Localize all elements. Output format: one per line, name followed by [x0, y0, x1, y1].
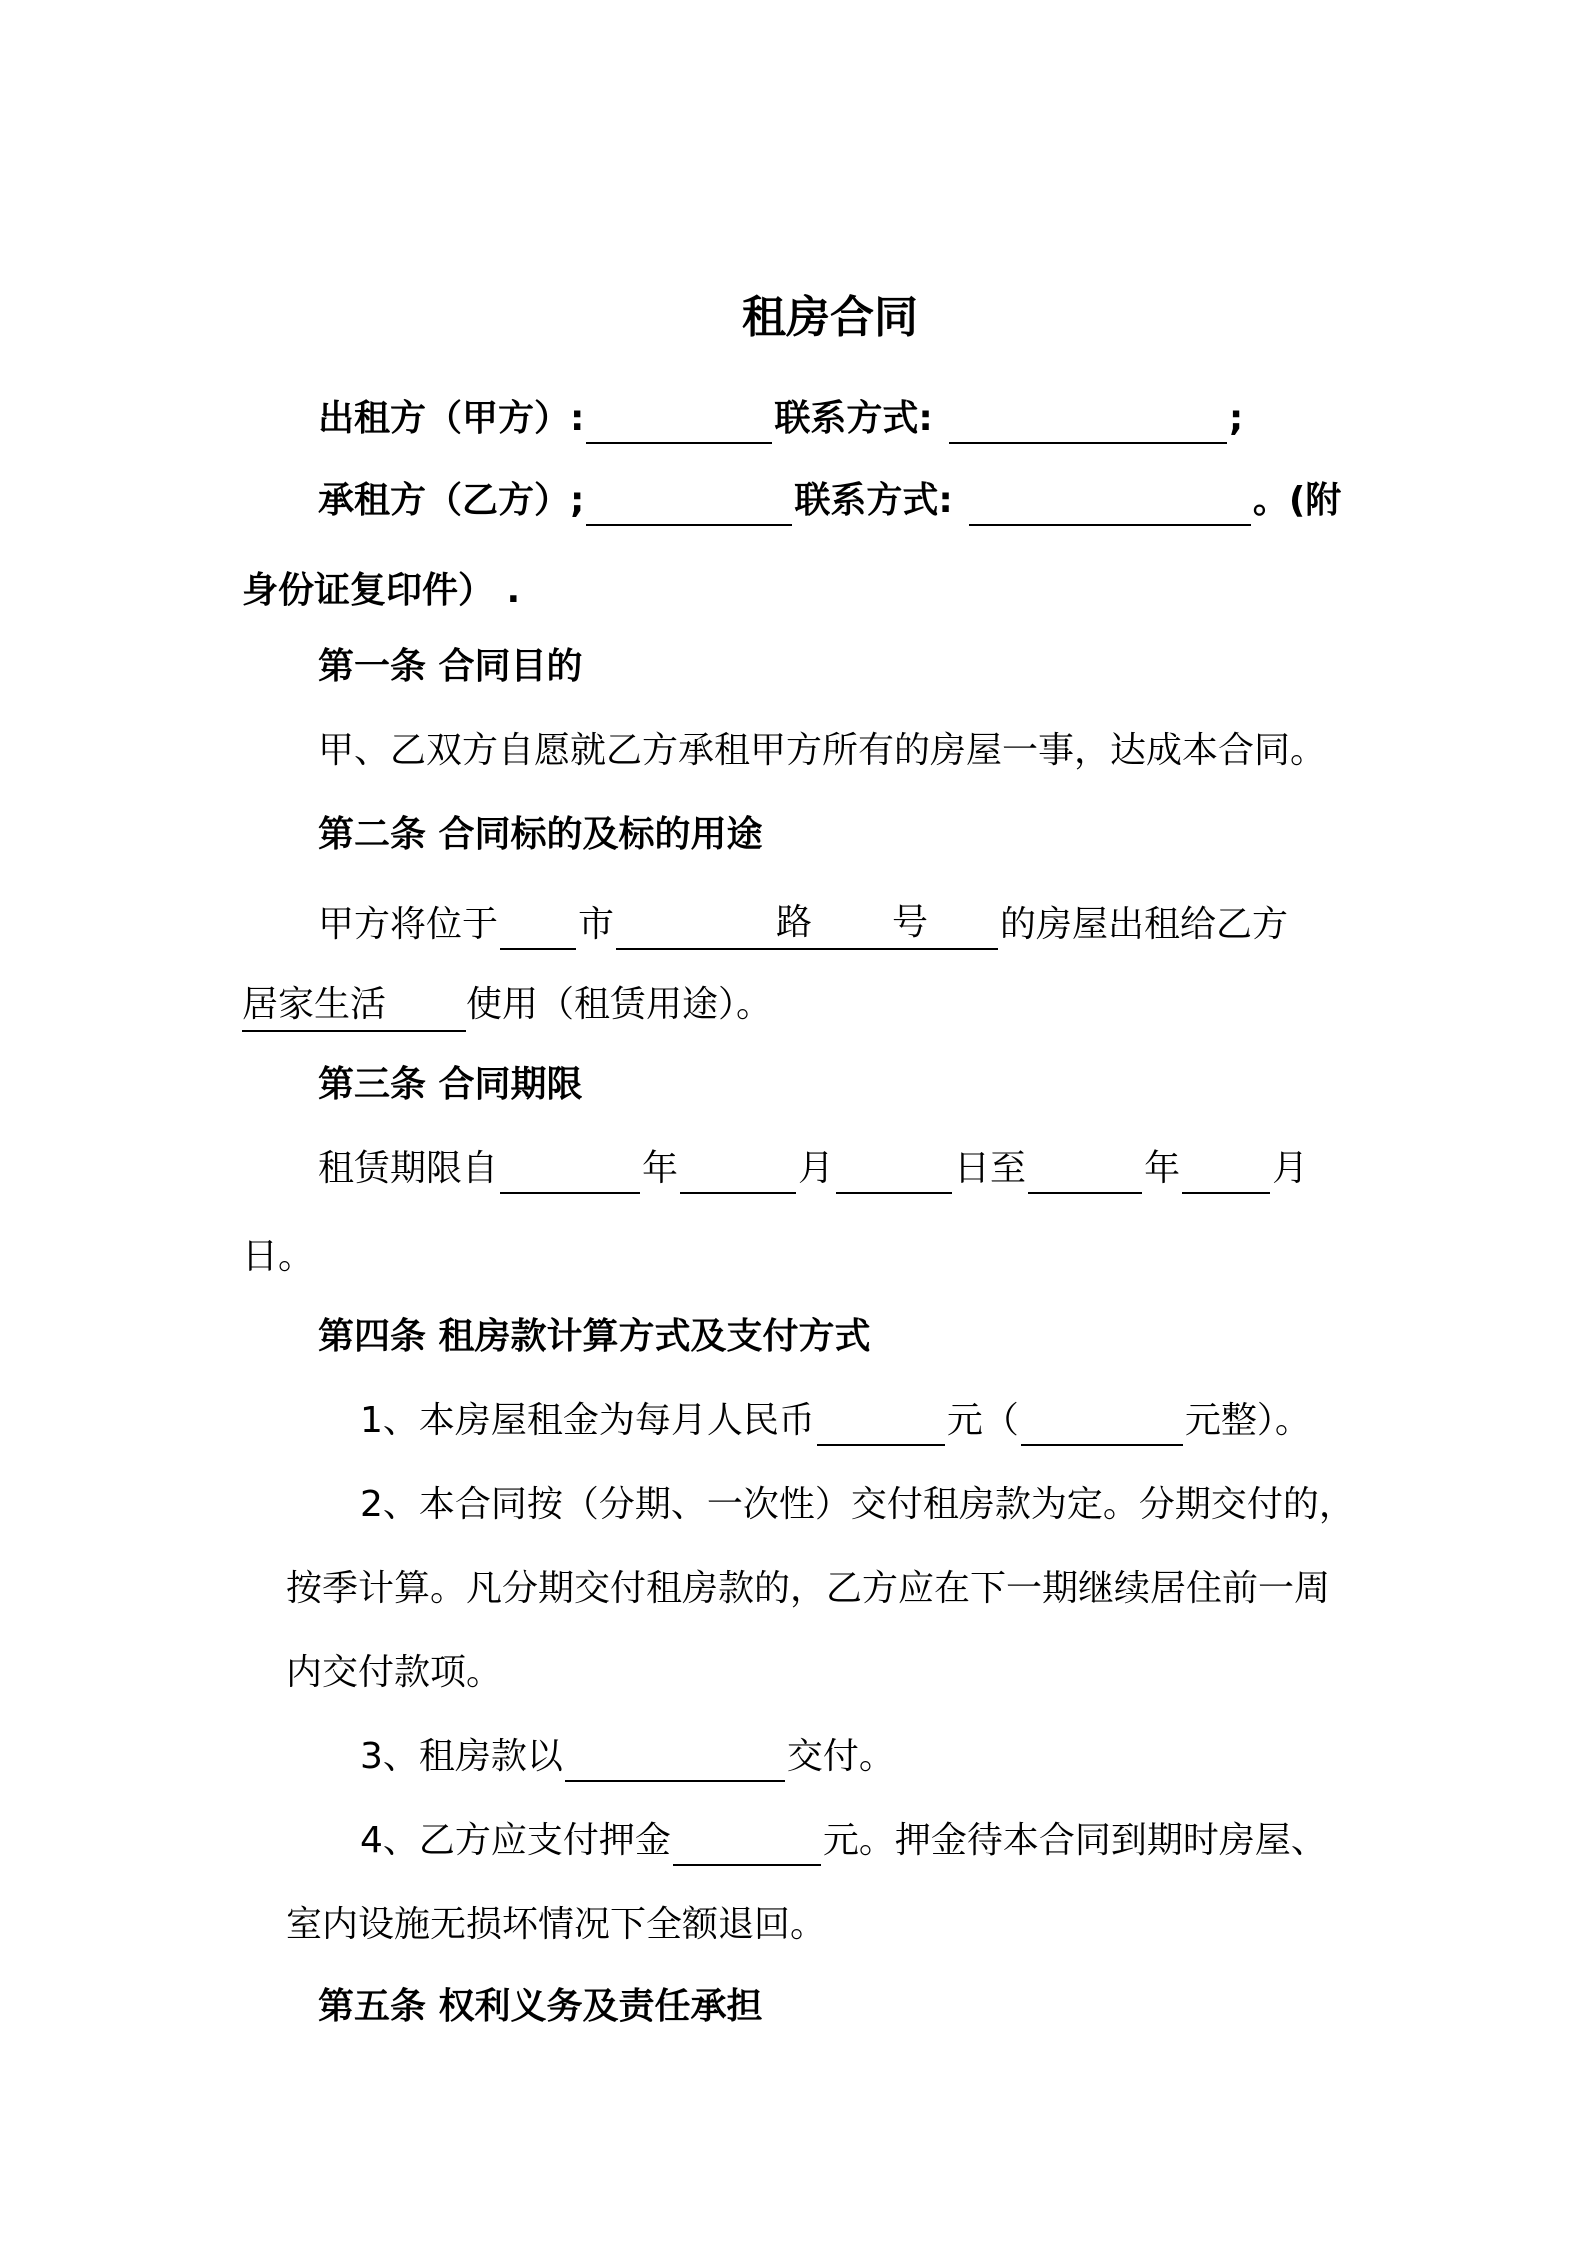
article2-t3: 使用（租赁用途）。 [466, 984, 773, 1025]
party-b-contact-blank[interactable] [969, 482, 1251, 526]
year2-label: 年 [1144, 1148, 1181, 1189]
item1-c: 元整）。 [1184, 1400, 1311, 1441]
purpose-value[interactable]: 居家生活 [242, 980, 466, 1032]
party-b-name-blank[interactable] [586, 482, 792, 526]
party-b-line [318, 476, 1341, 526]
payment-method-blank[interactable] [565, 1738, 785, 1782]
party-a-line [318, 394, 1243, 444]
article2-line1 [318, 900, 1288, 950]
article2-t2: 的房屋出租给乙方 [1000, 904, 1289, 945]
month-label: 月 [798, 1148, 835, 1189]
article2-line2 [242, 980, 772, 1032]
article2-heading: 第二条 合同标的及标的用途 [318, 814, 763, 855]
party-a-end: ; [1228, 398, 1244, 439]
article4-item2-line3: 内交付款项。 [286, 1652, 503, 1693]
item1-a: 1、本房屋租金为每月人民币 [360, 1400, 815, 1441]
party-b-contact-label: 联系方式: [794, 480, 953, 521]
year-label: 年 [642, 1148, 679, 1189]
party-b-label: 承租方（乙方）; [318, 480, 585, 521]
number-label: 号 [892, 902, 929, 943]
deposit-blank[interactable] [673, 1822, 821, 1866]
party-a-contact-label: 联系方式: [774, 398, 933, 439]
road-number-blank[interactable] [616, 902, 998, 950]
start-day-blank[interactable] [836, 1150, 952, 1194]
article1-text: 甲、乙双方自愿就乙方承租甲方所有的房屋一事，达成本合同。 [318, 730, 1327, 771]
city-label: 市 [578, 904, 615, 945]
article4-item4 [360, 1816, 1327, 1866]
item4-b: 元。押金待本合同到期时房屋、 [822, 1820, 1327, 1861]
party-a-label: 出租方（甲方）: [318, 398, 585, 439]
start-month-blank[interactable] [680, 1150, 796, 1194]
item4-a: 4、乙方应支付押金 [360, 1820, 671, 1861]
article3-line1 [318, 1144, 1308, 1194]
rent-in-words-blank[interactable] [1021, 1402, 1183, 1446]
month2-label: 月 [1272, 1148, 1309, 1189]
article3-heading: 第三条 合同期限 [318, 1064, 583, 1105]
article3-end: 日。 [242, 1236, 315, 1277]
party-a-name-blank[interactable] [586, 400, 772, 444]
party-b-continuation: 身份证复印件） . [242, 570, 521, 611]
road-label: 路 [776, 902, 813, 943]
article4-item3 [360, 1732, 895, 1782]
monthly-rent-blank[interactable] [817, 1402, 945, 1446]
article5-heading: 第五条 权利义务及责任承担 [318, 1986, 763, 2027]
end-year-blank[interactable] [1028, 1150, 1142, 1194]
start-year-blank[interactable] [500, 1150, 640, 1194]
article4-item1 [360, 1396, 1311, 1446]
document-title: 租房合同 [742, 292, 918, 343]
city-blank[interactable] [500, 906, 576, 950]
article2-t1: 甲方将位于 [318, 904, 499, 945]
party-a-contact-blank[interactable] [949, 400, 1227, 444]
article4-item2-line2: 按季计算。凡分期交付租房款的，乙方应在下一期继续居住前一周 [286, 1568, 1331, 1609]
party-b-end: 。(附 [1252, 480, 1342, 521]
article3-t1: 租赁期限自 [318, 1148, 499, 1189]
day-to-label: 日至 [954, 1148, 1027, 1189]
article1-heading: 第一条 合同目的 [318, 646, 583, 687]
item1-b: 元（ [946, 1400, 1019, 1441]
article4-item2-line1: 2、本合同按（分期、一次性）交付租房款为定。分期交付的， [360, 1484, 1355, 1525]
end-month-blank[interactable] [1182, 1150, 1270, 1194]
article4-item4-line2: 室内设施无损坏情况下全额退回。 [286, 1904, 827, 1945]
article4-heading: 第四条 租房款计算方式及支付方式 [318, 1316, 871, 1357]
item3-b: 交付。 [786, 1736, 895, 1777]
item3-a: 3、租房款以 [360, 1736, 563, 1777]
